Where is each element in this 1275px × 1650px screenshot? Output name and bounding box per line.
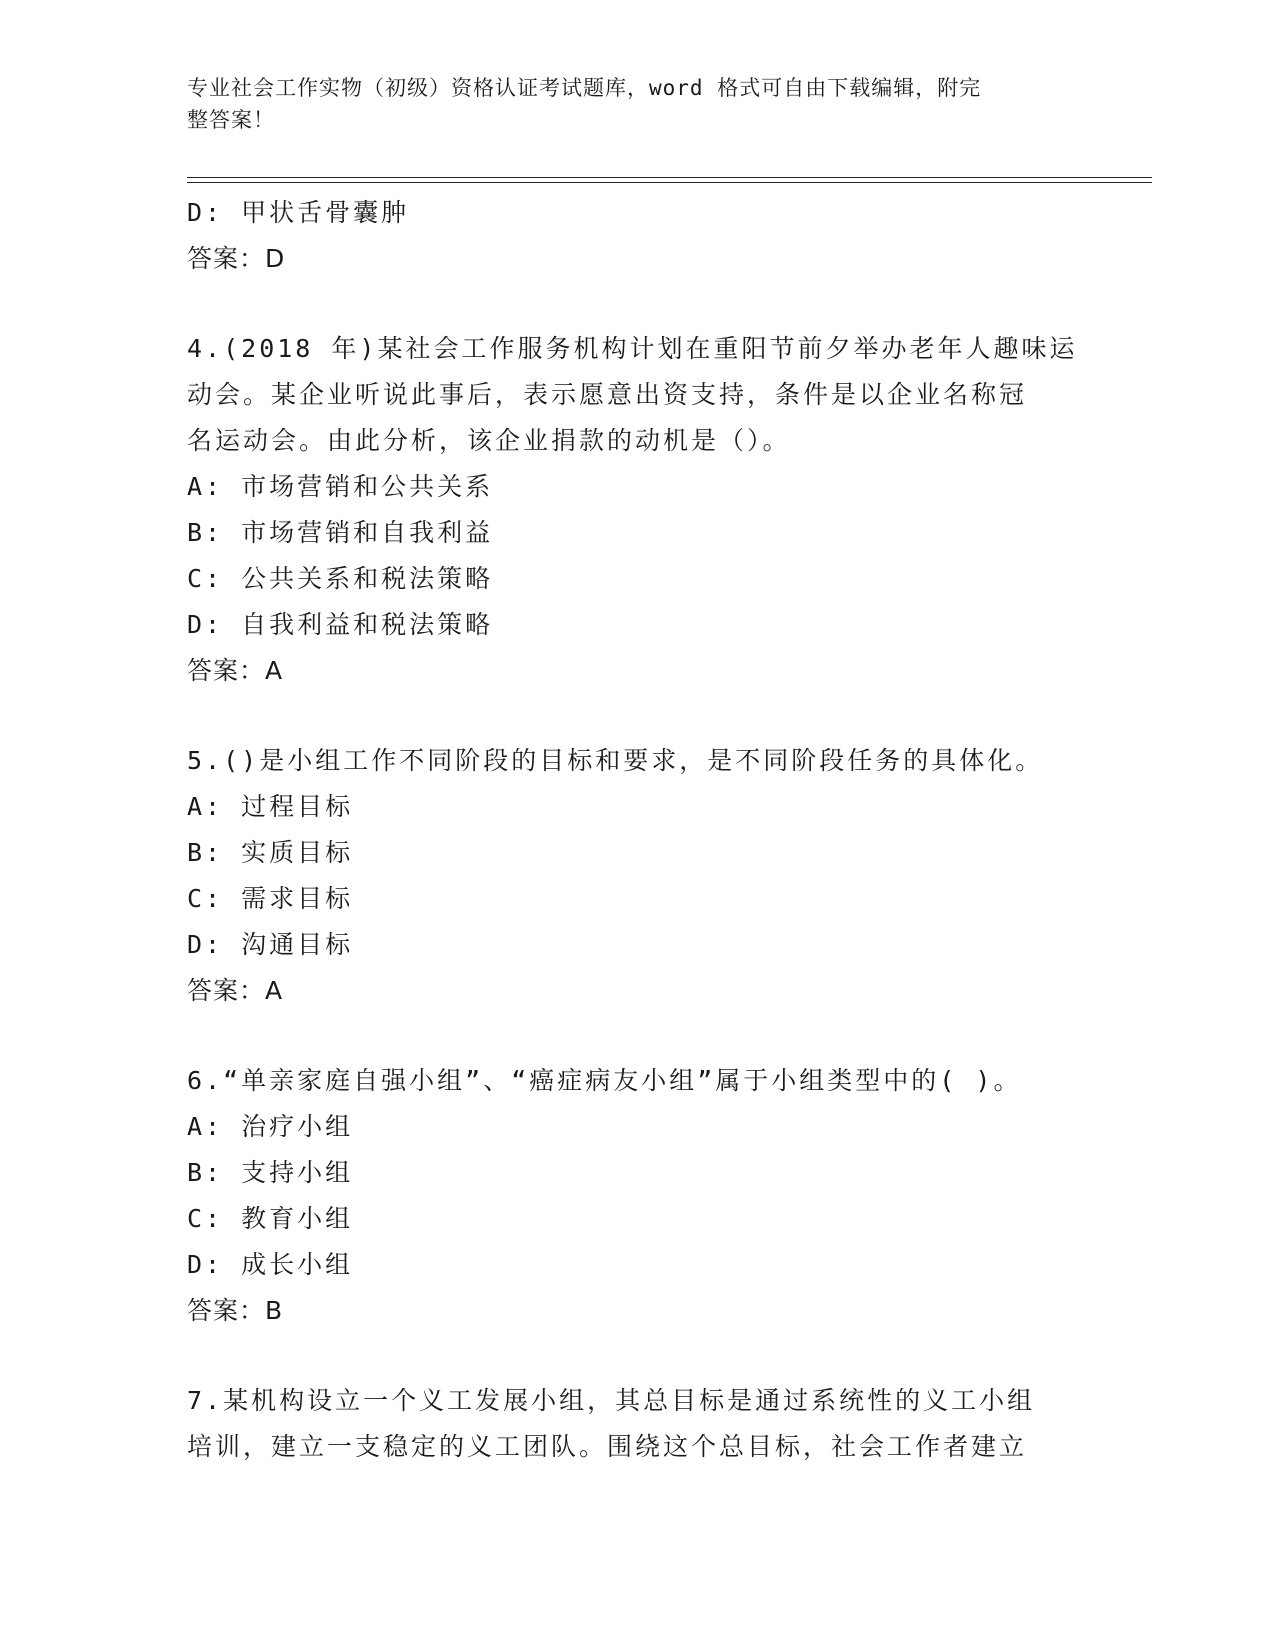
question-4 [187,326,1087,694]
question-6 [187,1058,1087,1334]
option-c: C: 需求目标 [187,884,354,913]
question-3-tail [187,190,1087,282]
option-a: A: 治疗小组 [187,1112,354,1141]
option-b: B: 实质目标 [187,838,354,867]
answer: 答案：B [187,1296,284,1325]
answer: 答案：A [187,656,284,685]
question-text-line: 5.()是小组工作不同阶段的目标和要求，是不同阶段任务的具体化。 [187,746,1044,775]
option-a: A: 市场营销和公共关系 [187,472,494,501]
header-line-2: 整答案！ [187,108,275,132]
option-b: B: 支持小组 [187,1158,354,1187]
header-rule-bottom [187,182,1152,183]
question-text-line: 6.“单亲家庭自强小组”、“癌症病友小组”属于小组类型中的( )。 [187,1066,1022,1095]
answer: 答案：A [187,976,284,1005]
question-content [187,190,1087,1470]
question-text-line: 动会。某企业听说此事后，表示愿意出资支持，条件是以企业名称冠 [187,380,1028,409]
question-text-line: 4.(2018 年)某社会工作服务机构计划在重阳节前夕举办老年人趣味运 [187,334,1078,363]
option-d: D: 沟通目标 [187,930,354,959]
question-5 [187,738,1087,1014]
option-d: D: 成长小组 [187,1250,354,1279]
header-rule-top [187,177,1152,178]
option-c: C: 公共关系和税法策略 [187,564,494,593]
option-c: C: 教育小组 [187,1204,354,1233]
question-7 [187,1378,1087,1470]
document-header [187,72,1067,136]
option-b: B: 市场营销和自我利益 [187,518,494,547]
question-text-line: 7.某机构设立一个义工发展小组，其总目标是通过系统性的义工小组 [187,1386,1036,1415]
option-a: A: 过程目标 [187,792,354,821]
question-text-line: 名运动会。由此分析，该企业捐款的动机是（）。 [187,426,791,455]
option-d: D: 自我利益和税法策略 [187,610,494,639]
answer: 答案：D [187,244,286,273]
question-text-line: 培训，建立一支稳定的义工团队。围绕这个总目标，社会工作者建立 [187,1432,1028,1461]
option-d: D: 甲状舌骨囊肿 [187,198,410,227]
header-line-1: 专业社会工作实物（初级）资格认证考试题库，word 格式可自由下载编辑，附完 [187,76,982,100]
